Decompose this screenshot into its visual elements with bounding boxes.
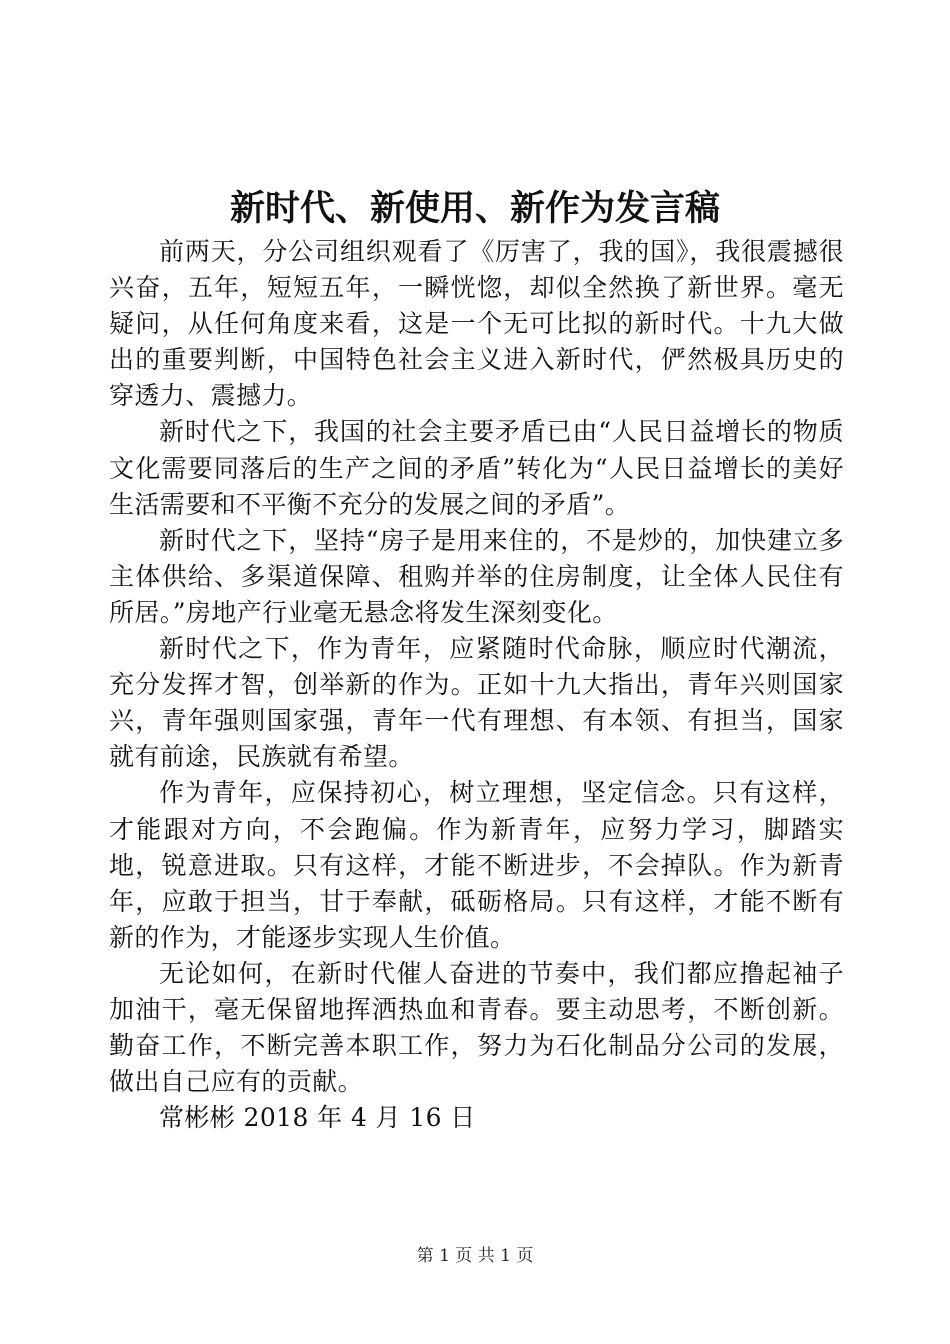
- paragraph-2: 新时代之下，我国的社会主要矛盾已由“人民日益增长的物质文化需要同落后的生产之间的矛盾”转化为“人民日益增长的美好生活需要和不平衡不充分的发展之间的矛盾”。: [109, 417, 844, 519]
- paragraph-5: 作为青年，应保持初心，树立理想，坚定信念。只有这样，才能跟对方向，不会跑偏。作为新青年，应努力学习，脚踏实地，锐意进取。只有这样，才能不断进步，不会掉队。作为新青年，应敢于担当，甘于奉献，砥砺格局。只有这样，才能不断有新的作为，才能逐步实现人生价值。: [109, 778, 844, 952]
- signature-date: 常彬彬 2018 年 4 月 16 日: [159, 1103, 476, 1133]
- paragraph-6: 无论如何，在新时代催人奋进的节奏中，我们都应撸起袖子加油干，毫无保留地挥洒热血和青春。要主动思考，不断创新。勤奋工作，不断完善本职工作，努力为石化制品分公司的发展，做出自己应有的贡献。: [109, 958, 844, 1097]
- document-title: 新时代、新使用、新作为发言稿: [229, 188, 720, 229]
- document-body: [109, 234, 844, 1136]
- page-footer: 第 1 页 共 1 页: [416, 1246, 534, 1266]
- paragraph-3: 新时代之下，坚持“房子是用来住的，不是炒的，加快建立多主体供给、多渠道保障、租购并举的住房制度，让全体人民住有所居。”房地产行业毫无悬念将发生深刻变化。: [109, 525, 844, 627]
- paragraph-1: 前两天，分公司组织观看了《厉害了，我的国》，我很震撼很兴奋，五年，短短五年，一瞬恍惚，却似全然换了新世界。毫无疑问，从任何角度来看，这是一个无可比拟的新时代。十九大做出的重要判断，中国特色社会主义进入新时代，俨然极具历史的穿透力、震撼力。: [109, 237, 844, 411]
- paragraph-4: 新时代之下，作为青年，应紧随时代命脉，顺应时代潮流，充分发挥才智，创举新的作为。正如十九大指出，青年兴则国家兴，青年强则国家强，青年一代有理想、有本领、有担当，国家就有前途，民族就有希望。: [109, 634, 844, 772]
